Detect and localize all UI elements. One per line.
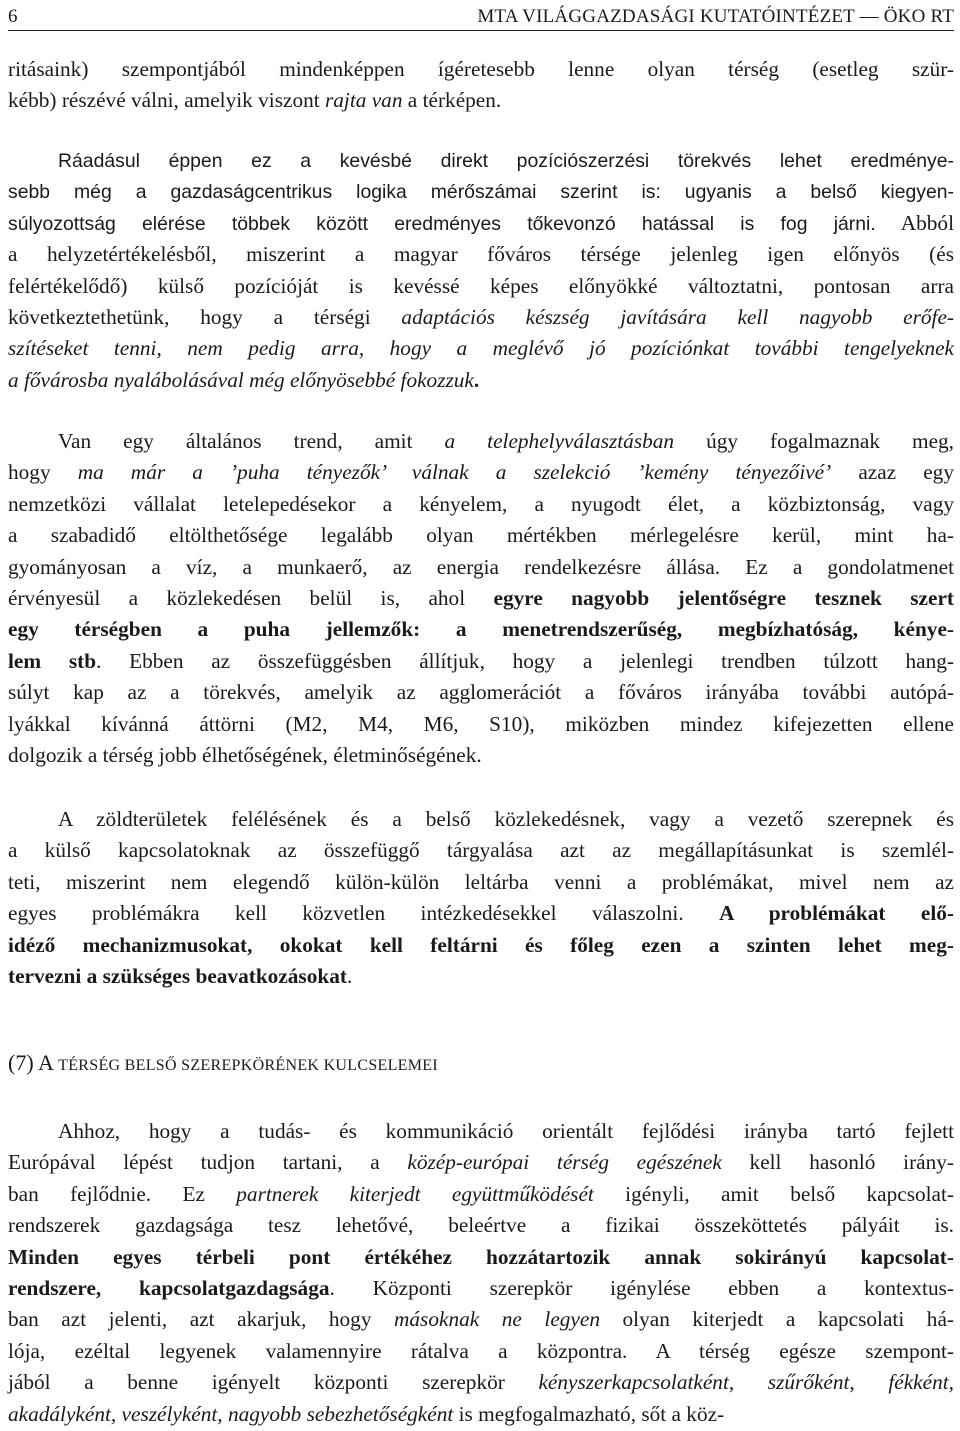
- text-run: Ahhoz, hogy a tudás- és kommunikáció orientált fejlődési irányba tartó fejlett: [58, 1119, 954, 1143]
- text-run: felértékelődő) külső pozícióját is kevéssé képes előnyökké változtatni, pontosan arra: [8, 273, 954, 298]
- text-line: [8, 1116, 954, 1147]
- bold-text: idéző mechanizmusokat, okokat kell feltárni és főleg ezen a szinten lehet meg-: [8, 932, 954, 957]
- text-run: a szabadidő eltölthetősége legalább olyan mértékben mérlegelésre kerül, mint ha-: [8, 523, 954, 548]
- paragraph-2: [8, 145, 954, 396]
- text-run: ban fejlődnie. Ez: [8, 1181, 237, 1206]
- bold-text: egy térségben a puha jellemzők: a menetrendszerűség, megbízhatóság, kénye-: [8, 617, 954, 642]
- text-line: [8, 552, 954, 583]
- italic-text: szítéseket tenni, nem pedig arra, hogy a meglévő jó pozíciónkat további tengelyeknek: [8, 336, 954, 361]
- italic-text: a fővárosba nyalábolásával még előnyösebbé fokozzuk: [8, 367, 474, 392]
- text-run: Abból: [875, 210, 954, 235]
- text-run: A zöldterületek felélésének és a belső közlekedésnek, vagy a vezető szerepnek és: [58, 807, 954, 831]
- section-heading: [8, 1050, 438, 1076]
- section-title: TÉRSÉG BELSŐ SZEREPKÖRÉNEK KULCSELEMEI: [58, 1057, 438, 1074]
- text-line: [8, 646, 954, 677]
- text-line: [8, 835, 954, 866]
- bold-text: tervezni a szükséges beavatkozásokat: [8, 963, 347, 988]
- italic-text: másoknak ne legyen: [394, 1307, 600, 1332]
- text-line: [8, 302, 954, 333]
- text-run: ritásaink) szempontjából mindenképpen ígéretesebb lenne olyan térség (esetleg szür-: [8, 57, 954, 81]
- italic-text: a telephelyválasztásban: [444, 429, 675, 453]
- bold-text: Minden egyes térbeli pont értékéhez hozzátartozik annak sokirányú kapcsolat-: [8, 1244, 954, 1269]
- text-line: [8, 1179, 954, 1210]
- text-run: gyományosan a víz, a munkaerő, az energia rendelkezésre állása. Ez a gondolatmenet: [8, 554, 954, 579]
- italic-text: partnerek kiterjedt együttműködését: [236, 1181, 594, 1206]
- text-run: lyákkal kívánná áttörni (M2, M4, M6, S10), miközben mindez kifejezetten ellene: [8, 711, 954, 736]
- text-run: hogy: [8, 460, 78, 485]
- bold-text: A problémákat elő-: [719, 901, 955, 926]
- text-run: Európával lépést tudjon tartani, a: [8, 1150, 408, 1175]
- text-run: érvényesül a közlekedésen belül is, ahol: [8, 585, 494, 610]
- italic-text: rajta van: [324, 88, 403, 113]
- text-run: .: [346, 963, 353, 988]
- text-line: [8, 145, 954, 176]
- text-line: [8, 1367, 954, 1398]
- text-run: súlyozottság elérése többek között eredményes tőkevonzó hatással is fog járni.: [8, 212, 876, 235]
- text-run: súlyt kap az a törekvés, amelyik az agglomerációt a főváros irányába további autópá-: [8, 680, 954, 705]
- bold-text: lem stb: [8, 648, 97, 673]
- text-run: teti, miszerint nem elegendő külön-külön leltárba venni a problémákat, mivel nem az: [8, 869, 954, 894]
- text-run: úgy fogalmaznak meg,: [674, 429, 955, 453]
- text-run: ban azt jelenti, azt akarjuk, hogy: [8, 1307, 395, 1332]
- italic-text: ma már a ’puha tényezők’ válnak a szelekció ’kemény tényezőivé’: [77, 460, 832, 485]
- running-title: MTA VILÁGGAZDASÁGI KUTATÓINTÉZET — ÖKO RT: [477, 6, 954, 27]
- text-line: [8, 239, 954, 270]
- section-number: (7) A: [8, 1050, 53, 1075]
- text-line: [8, 740, 954, 771]
- text-line: [8, 176, 954, 207]
- text-line: [8, 1147, 954, 1178]
- text-run: egyes problémákra kell közvetlen intézkedésekkel válaszolni.: [8, 901, 720, 926]
- text-run: is megfogalmazható, sőt a köz-: [453, 1401, 725, 1426]
- text-run: a külső kapcsolatoknak az összefüggő tárgyalása azt az megállapításunkat is szemlél-: [8, 838, 954, 863]
- text-line: [8, 677, 954, 708]
- text-run: dolgozik a térség jobb élhetőségének, életminőségének.: [8, 742, 482, 767]
- text-line: [8, 1399, 954, 1430]
- italic-text: adaptációs készség javítására kell nagyobb erőfe-: [401, 304, 955, 329]
- text-line: [8, 1273, 954, 1304]
- text-line: [8, 426, 954, 457]
- text-line: [8, 867, 954, 898]
- text-line: [8, 85, 954, 116]
- text-line: [8, 333, 954, 364]
- text-run: következtethetünk, hogy a térségi: [8, 304, 402, 329]
- running-header: [8, 4, 954, 31]
- text-run: rendszerek gazdagsága tesz lehetővé, beleértve a fizikai összeköttetés pályáit is.: [8, 1213, 954, 1238]
- text-run: a térképen.: [402, 88, 502, 113]
- text-line: [8, 365, 954, 396]
- text-line: [8, 614, 954, 645]
- text-line: [8, 208, 954, 239]
- text-run: kell hasonló irány-: [721, 1150, 955, 1175]
- text-line: [8, 271, 954, 302]
- text-line: [8, 1304, 954, 1335]
- italic-text: akadályként, veszélyként, nagyobb sebezhetőségként: [8, 1401, 454, 1426]
- bold-text: .: [473, 367, 480, 392]
- text-line: [8, 1336, 954, 1367]
- text-line: [8, 930, 954, 961]
- bold-text: egyre nagyobb jelentőségre tesznek szert: [493, 585, 955, 610]
- text-line: [8, 520, 954, 551]
- text-run: olyan kiterjedt a kapcsolati há-: [599, 1307, 954, 1332]
- text-run: sebb még a gazdaságcentrikus logika mérőszámai szerint is: ugyanis a belső kiegyen-: [8, 181, 954, 204]
- text-run: Van egy általános trend, amit: [58, 429, 445, 453]
- text-run: Ráadásul éppen ez a kevésbé direkt pozíciószerzési törekvés lehet eredménye-: [58, 150, 954, 172]
- text-run: igényli, amit belső kapcsolat-: [593, 1181, 955, 1206]
- text-line: [8, 54, 954, 85]
- paragraph-3: [8, 426, 954, 771]
- text-line: [8, 709, 954, 740]
- paragraph-1: [8, 54, 954, 117]
- text-run: nemzetközi vállalat letelepedésekor a kényelem, a nyugodt élet, a közbiztonság, vagy: [8, 491, 954, 516]
- text-run: jából a benne igényelt központi szerepkör: [8, 1370, 539, 1395]
- paragraph-4: [8, 804, 954, 992]
- text-line: [8, 898, 954, 929]
- text-run: . Központi szerepkör igénylése ebben a kontextus-: [329, 1275, 955, 1300]
- text-line: [8, 1210, 954, 1241]
- text-run: lója, ezéltal legyenek valamennyire rátalva a központra. A térség egésze szempont-: [8, 1338, 954, 1363]
- italic-text: kényszerkapcsolatként, szűrőként, fékként,: [538, 1370, 954, 1395]
- italic-text: közép-európai térség egészének: [407, 1150, 722, 1175]
- text-line: [8, 1242, 954, 1273]
- text-line: [8, 489, 954, 520]
- text-line: [8, 804, 954, 835]
- text-run: . Ebben az összefüggésben állítjuk, hogy a jelenlegi trendben túlzott hang-: [96, 648, 954, 673]
- text-line: [8, 583, 954, 614]
- paragraph-5: [8, 1116, 954, 1430]
- text-run: a helyzetértékelésből, miszerint a magyar főváros térsége jelenleg igen előnyös (és: [8, 242, 954, 267]
- page-number: 6: [8, 6, 18, 27]
- text-run: azaz egy: [831, 460, 954, 485]
- text-line: [8, 961, 954, 992]
- text-line: [8, 457, 954, 488]
- text-run: kébb) részévé válni, amelyik viszont: [8, 88, 325, 113]
- bold-text: rendszere, kapcsolatgazdagsága: [8, 1275, 330, 1300]
